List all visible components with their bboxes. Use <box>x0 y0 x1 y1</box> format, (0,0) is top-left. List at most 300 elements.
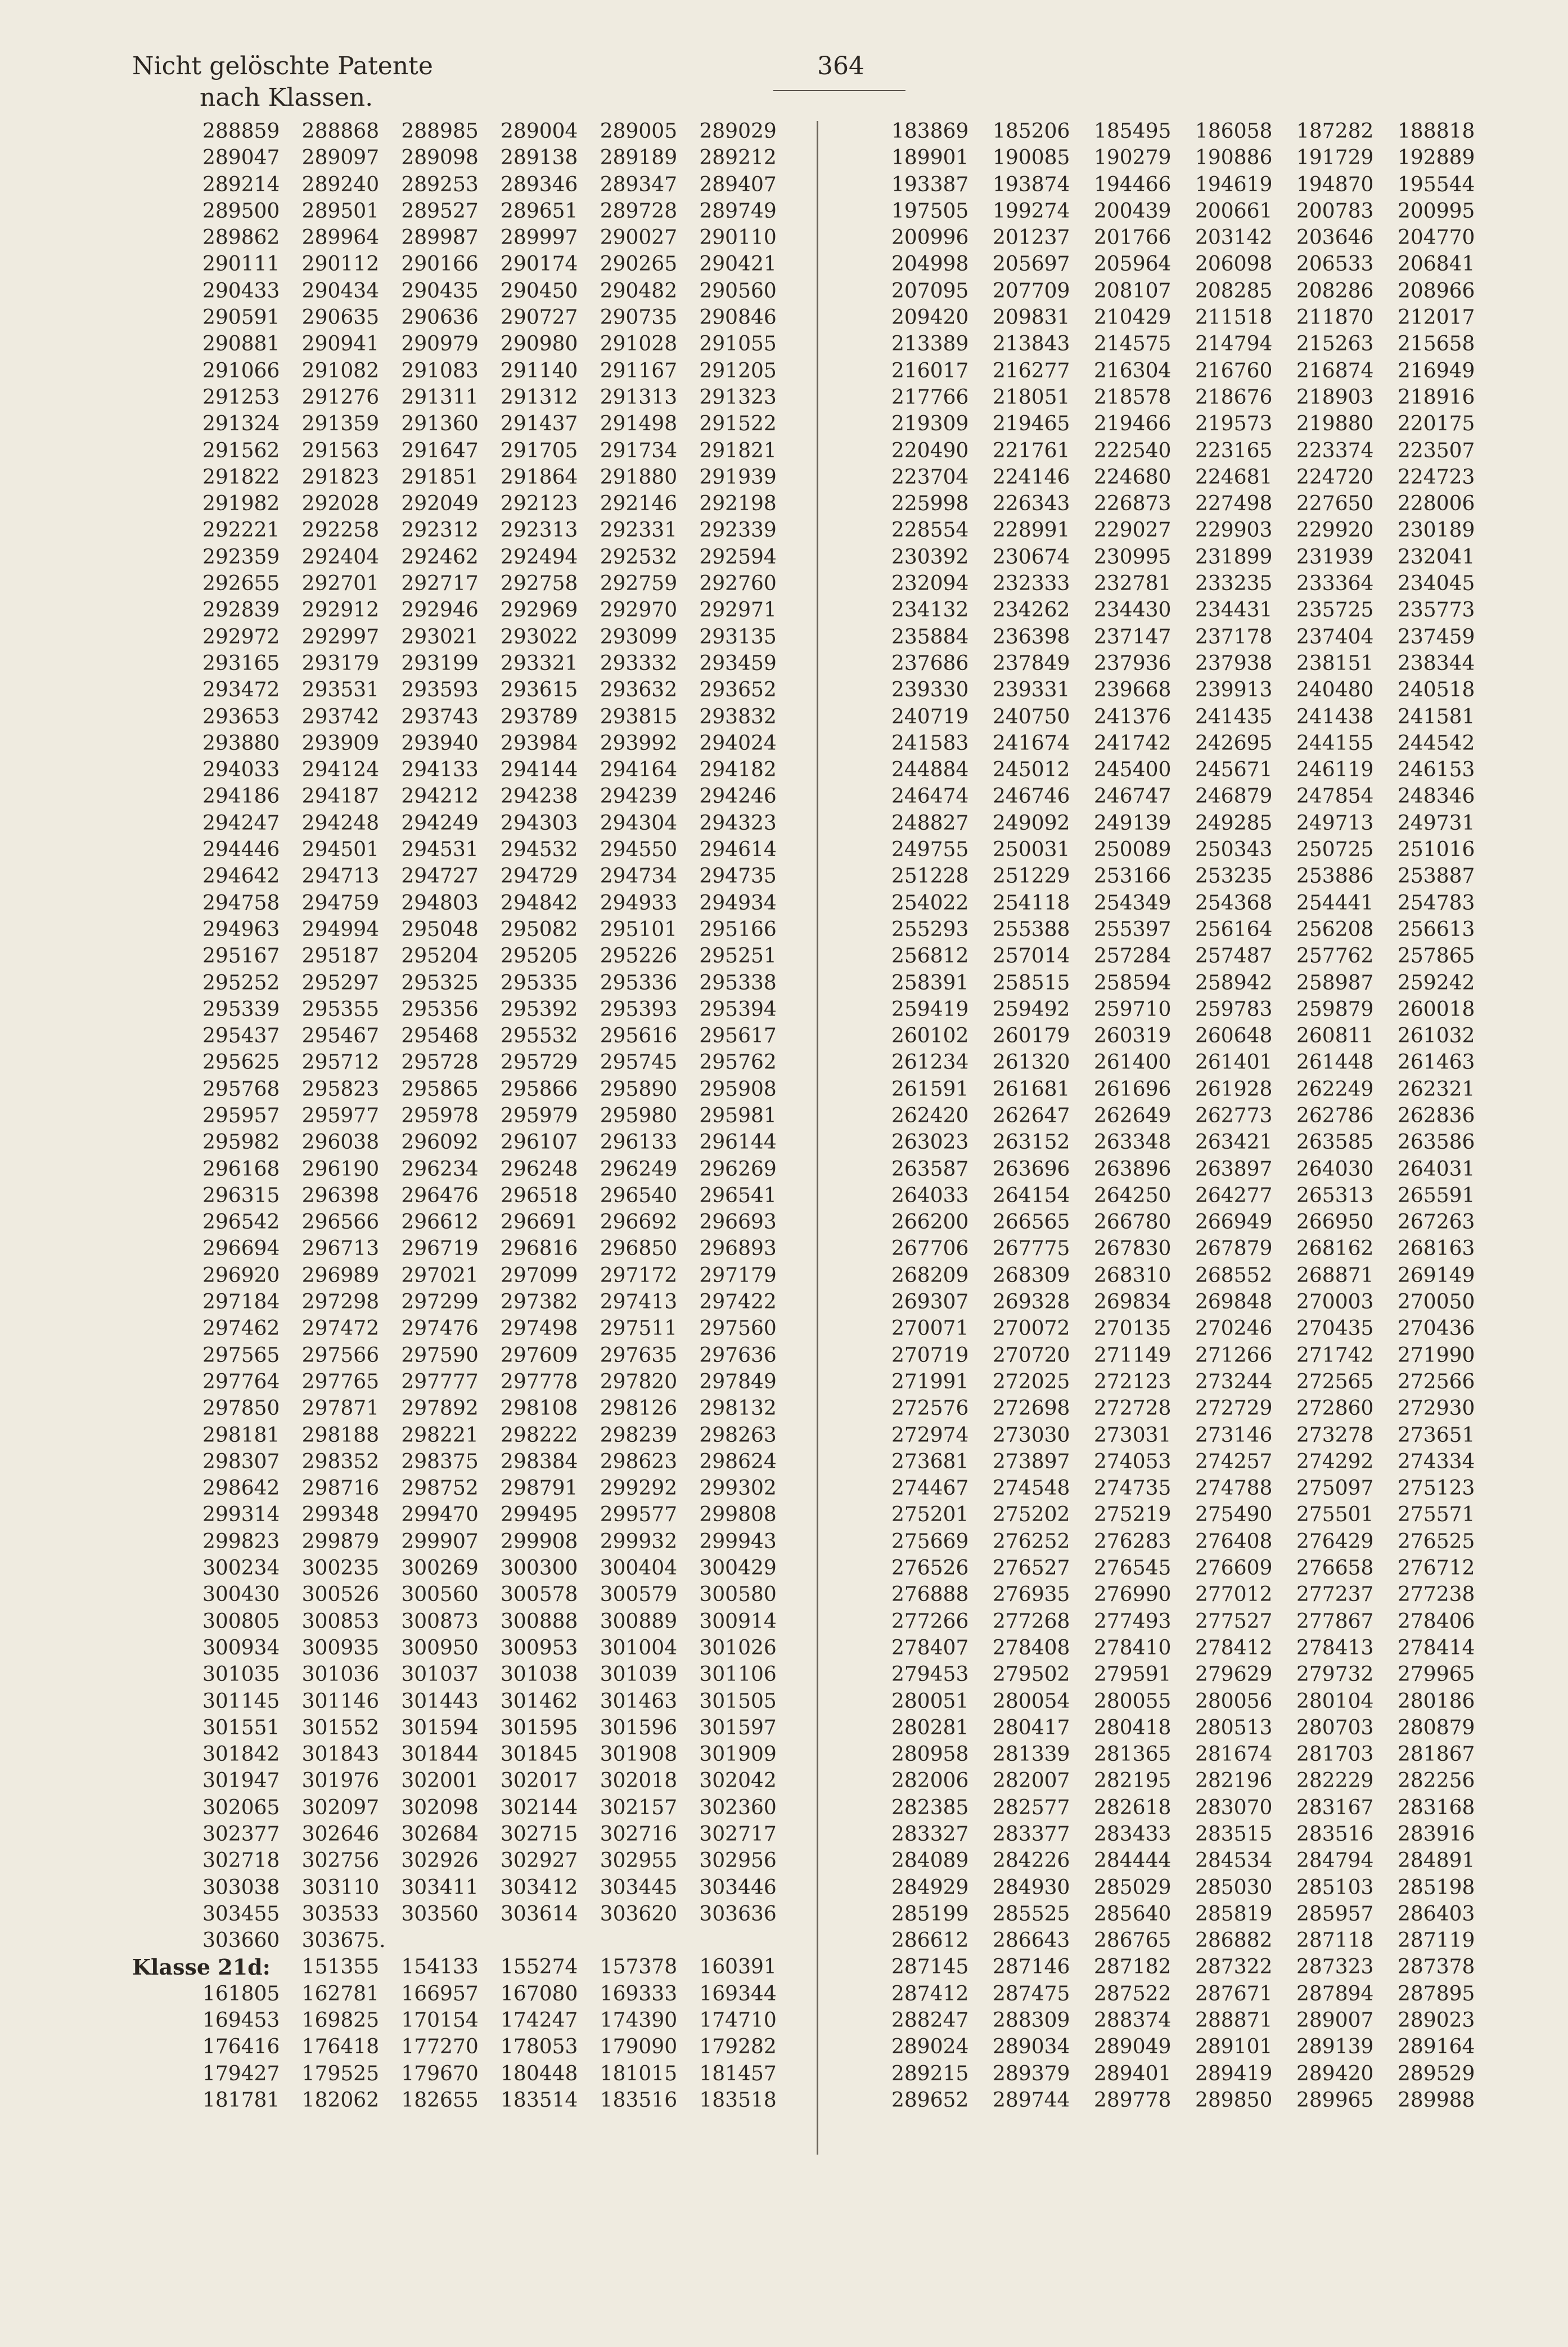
patent-number: 257284 <box>1094 945 1172 968</box>
patent-number: 271266 <box>1195 1343 1273 1367</box>
patent-number: 187282 <box>1296 120 1374 143</box>
patent-number: 295908 <box>699 1077 777 1101</box>
table-row <box>202 198 799 224</box>
header-title-line1: Nicht gelöschte Patente <box>132 52 433 80</box>
patent-number: 295204 <box>401 945 479 968</box>
patent-number: 291864 <box>501 465 578 489</box>
table-row <box>891 1342 1499 1369</box>
patent-number: 295729 <box>501 1051 578 1074</box>
header-title-line2: nach Klassen. <box>200 83 373 112</box>
patent-number: 293992 <box>600 731 678 755</box>
patent-number: 270003 <box>1296 1291 1374 1314</box>
patent-number: 295356 <box>401 997 479 1021</box>
patent-number: 249713 <box>1296 811 1374 835</box>
patent-number: 241435 <box>1195 705 1273 729</box>
patent-number: 278408 <box>993 1636 1070 1660</box>
patent-number: 301909 <box>699 1743 777 1766</box>
patent-number: 296719 <box>401 1237 479 1261</box>
patent-number: 221761 <box>993 439 1070 462</box>
patent-number: 265591 <box>1398 1184 1475 1207</box>
patent-number: 289728 <box>600 199 678 223</box>
patent-number: 301463 <box>600 1689 678 1713</box>
patent-number: 217766 <box>891 385 969 409</box>
patent-number: 288868 <box>301 120 380 143</box>
table-row <box>202 1076 799 1103</box>
patent-number: 294501 <box>301 838 380 862</box>
page-number: 364 <box>817 52 864 80</box>
patent-number: 290636 <box>401 306 479 330</box>
patent-number: 299292 <box>600 1477 678 1500</box>
table-row <box>202 278 799 304</box>
patent-number: 272728 <box>1094 1397 1172 1420</box>
table-row <box>891 1555 1499 1581</box>
patent-number: 282618 <box>1094 1796 1172 1819</box>
patent-number: 295617 <box>699 1024 777 1048</box>
patent-number: 298624 <box>699 1450 777 1473</box>
table-row <box>891 544 1499 570</box>
patent-number: 298642 <box>202 1477 280 1500</box>
patent-number: 292946 <box>401 599 479 622</box>
patent-number: 292494 <box>501 545 578 569</box>
patent-number: 293940 <box>401 731 479 755</box>
patent-number: 294164 <box>600 758 678 782</box>
patent-number: 208107 <box>1094 279 1172 303</box>
patent-number: 219466 <box>1094 412 1172 436</box>
patent-number: 279629 <box>1195 1663 1273 1687</box>
class-row <box>132 1954 799 1980</box>
patent-number: 292462 <box>401 545 479 569</box>
patent-number: 290591 <box>202 306 280 330</box>
patent-number: 295977 <box>301 1104 380 1127</box>
table-row <box>202 704 799 730</box>
patent-number: 191729 <box>1296 146 1374 170</box>
patent-number: 276408 <box>1195 1530 1273 1553</box>
patent-number: 253166 <box>1094 865 1172 888</box>
patent-number: 280051 <box>891 1689 969 1713</box>
patent-number: 272729 <box>1195 1397 1273 1420</box>
patent-number: 179525 <box>301 2062 380 2085</box>
patent-number: 295226 <box>600 945 678 968</box>
column-divider <box>817 121 818 2155</box>
patent-number: 194870 <box>1296 173 1374 196</box>
table-row <box>891 1103 1499 1129</box>
patent-number: 219465 <box>993 412 1070 436</box>
patent-number: 301842 <box>202 1743 280 1766</box>
patent-number: 258594 <box>1094 971 1172 995</box>
patent-number: 256812 <box>891 945 969 968</box>
patent-number: 276935 <box>993 1583 1070 1607</box>
patent-number: 296092 <box>401 1131 479 1154</box>
table-row <box>891 704 1499 730</box>
patent-number: 297765 <box>301 1370 380 1393</box>
patent-number: 224680 <box>1094 465 1172 489</box>
patent-number: 297777 <box>401 1370 479 1393</box>
patent-number: 232333 <box>993 572 1070 596</box>
patent-number: 266949 <box>1195 1211 1273 1234</box>
patent-number: 297172 <box>600 1264 678 1287</box>
patent-number: 302756 <box>301 1849 380 1873</box>
patent-number: 261928 <box>1195 1077 1273 1101</box>
patent-number: 290560 <box>699 279 777 303</box>
patent-number: 300560 <box>401 1583 479 1607</box>
table-row <box>202 1369 799 1395</box>
patent-number: 282196 <box>1195 1769 1273 1793</box>
patent-number: 241581 <box>1398 705 1475 729</box>
patent-number: 272566 <box>1398 1370 1475 1393</box>
right-column <box>891 118 1499 2114</box>
patent-number: 296816 <box>501 1237 578 1261</box>
patent-number: 289007 <box>1296 2009 1374 2033</box>
table-row <box>202 1821 799 1847</box>
patent-number: 297299 <box>401 1291 479 1314</box>
patent-number: 234431 <box>1195 599 1273 622</box>
patent-number: 245400 <box>1094 758 1172 782</box>
patent-number: 185206 <box>993 120 1070 143</box>
patent-number: 296107 <box>501 1131 578 1154</box>
patent-number: 294187 <box>301 785 380 808</box>
patent-number: 295251 <box>699 945 777 968</box>
patent-number: 295339 <box>202 997 280 1021</box>
table-row <box>891 145 1499 171</box>
patent-number: 230392 <box>891 545 969 569</box>
patent-number: 223507 <box>1398 439 1475 462</box>
table-row <box>891 1847 1499 1874</box>
patent-number: 283168 <box>1398 1796 1475 1819</box>
table-row <box>891 943 1499 969</box>
patent-number: 284226 <box>993 1849 1070 1873</box>
patent-number: 200661 <box>1195 199 1273 223</box>
patent-number: 267879 <box>1195 1237 1273 1261</box>
patent-number: 297382 <box>501 1291 578 1314</box>
patent-number: 266200 <box>891 1211 969 1234</box>
patent-number: 292971 <box>699 599 777 622</box>
patent-number: 270435 <box>1296 1317 1374 1341</box>
patent-number: 296693 <box>699 1211 777 1234</box>
patent-number: 176418 <box>301 2035 380 2059</box>
patent-number: 302360 <box>699 1796 777 1819</box>
patent-number: 278414 <box>1398 1636 1475 1660</box>
patent-number: 203142 <box>1195 226 1273 250</box>
patent-number: 294248 <box>301 811 380 835</box>
patent-number: 211518 <box>1195 306 1273 330</box>
patent-number: 293880 <box>202 731 280 755</box>
patent-number: 300578 <box>501 1583 578 1607</box>
patent-number: 294735 <box>699 865 777 888</box>
table-row <box>202 1129 799 1155</box>
patent-number: 302065 <box>202 1796 280 1819</box>
patent-number: 290166 <box>401 253 479 276</box>
patent-number: 264277 <box>1195 1184 1273 1207</box>
patent-number: 291276 <box>301 385 380 409</box>
patent-number: 295890 <box>600 1077 678 1101</box>
patent-number: 295325 <box>401 971 479 995</box>
patent-number: 295980 <box>600 1104 678 1127</box>
patent-number: 170154 <box>401 2009 479 2033</box>
patent-number: 263421 <box>1195 1131 1273 1154</box>
table-row <box>891 597 1499 623</box>
table-row <box>202 1183 799 1209</box>
patent-number: 295101 <box>600 918 678 941</box>
patent-number: 298307 <box>202 1450 280 1473</box>
patent-number: 190085 <box>993 146 1070 170</box>
left-column <box>132 118 799 2114</box>
patent-number: 245012 <box>993 758 1070 782</box>
table-row <box>891 1049 1499 1076</box>
patent-number: 169825 <box>301 2009 380 2033</box>
patent-number: 270436 <box>1398 1317 1475 1341</box>
patent-number: 289744 <box>993 2088 1070 2112</box>
patent-number: 287412 <box>891 1982 969 2006</box>
patent-number: 263023 <box>891 1131 969 1154</box>
patent-number: 289407 <box>699 173 777 196</box>
patent-number: 264030 <box>1296 1157 1374 1181</box>
patent-number: 297636 <box>699 1343 777 1367</box>
table-row <box>202 783 799 810</box>
table-row <box>202 1927 799 1954</box>
patent-number: 291563 <box>301 439 380 462</box>
table-row <box>891 810 1499 837</box>
patent-number: 303411 <box>401 1876 479 1899</box>
patent-number: 284089 <box>891 1849 969 1873</box>
patent-number: 192889 <box>1398 146 1475 170</box>
patent-number: 224681 <box>1195 465 1273 489</box>
patent-number: 218676 <box>1195 385 1273 409</box>
patent-number: 277238 <box>1398 1583 1475 1607</box>
patent-number: 294303 <box>501 811 578 835</box>
patent-number: 260018 <box>1398 997 1475 1021</box>
patent-number: 290482 <box>600 279 678 303</box>
patent-number: 256164 <box>1195 918 1273 941</box>
patent-number: 291083 <box>401 359 479 383</box>
patent-number: 293593 <box>401 678 479 702</box>
patent-number: 289049 <box>1094 2035 1172 2059</box>
patent-number: 270071 <box>891 1317 969 1341</box>
patent-number: 244155 <box>1296 731 1374 755</box>
patent-number: 286643 <box>993 1929 1070 1953</box>
table-row <box>202 1023 799 1049</box>
patent-number: 284891 <box>1398 1849 1475 1873</box>
patent-number: 301036 <box>301 1663 380 1687</box>
patent-number: 227650 <box>1296 492 1374 516</box>
patent-number: 295957 <box>202 1104 280 1127</box>
patent-number: 219573 <box>1195 412 1273 436</box>
patent-number: 295823 <box>301 1077 380 1101</box>
patent-number: 302956 <box>699 1849 777 1873</box>
patent-number: 234262 <box>993 599 1070 622</box>
table-row <box>202 1209 799 1235</box>
patent-number: 189901 <box>891 146 969 170</box>
table-row <box>202 1608 799 1635</box>
table-row <box>891 2034 1499 2060</box>
patent-number: 224720 <box>1296 465 1374 489</box>
patent-number: 294124 <box>301 758 380 782</box>
patent-number: 298181 <box>202 1423 280 1447</box>
table-row <box>891 1927 1499 1954</box>
patent-number: 176416 <box>202 2035 280 2059</box>
patent-number: 293652 <box>699 678 777 702</box>
patent-number: 211870 <box>1296 306 1374 330</box>
patent-number: 302927 <box>501 1849 578 1873</box>
patent-number: 295866 <box>501 1077 578 1101</box>
patent-number: 289652 <box>891 2088 969 2112</box>
patent-number: 292258 <box>301 519 380 542</box>
patent-number: 200996 <box>891 226 969 250</box>
patent-number: 273030 <box>993 1423 1070 1447</box>
patent-number: 295712 <box>301 1051 380 1074</box>
table-row <box>891 1635 1499 1661</box>
table-row <box>891 837 1499 863</box>
patent-number: 273244 <box>1195 1370 1273 1393</box>
patent-number: 256613 <box>1398 918 1475 941</box>
table-row <box>891 1715 1499 1741</box>
patent-number: 301038 <box>501 1663 578 1687</box>
patent-number: 193874 <box>993 173 1070 196</box>
table-row <box>202 1741 799 1768</box>
patent-number: 169344 <box>699 1982 777 2006</box>
patent-number: 299932 <box>600 1530 678 1553</box>
patent-number: 251228 <box>891 865 969 888</box>
patent-number: 272565 <box>1296 1370 1374 1393</box>
patent-number: 277012 <box>1195 1583 1273 1607</box>
patent-number: 303533 <box>301 1902 380 1926</box>
patent-number: 281867 <box>1398 1743 1475 1766</box>
patent-number: 262249 <box>1296 1077 1374 1101</box>
patent-number: 291705 <box>501 439 578 462</box>
patent-number: 279965 <box>1398 1663 1475 1687</box>
patent-number: 273031 <box>1094 1423 1172 1447</box>
patent-number: 292028 <box>301 492 380 516</box>
patent-number: 275669 <box>891 1530 969 1553</box>
patent-number: 274292 <box>1296 1450 1374 1473</box>
patent-number: 290434 <box>301 279 380 303</box>
patent-number: 291982 <box>202 492 280 516</box>
table-row <box>202 970 799 996</box>
patent-number: 295982 <box>202 1131 280 1154</box>
patent-number: 295437 <box>202 1024 280 1048</box>
patent-number: 212017 <box>1398 306 1475 330</box>
patent-number: 298263 <box>699 1423 777 1447</box>
table-row <box>891 677 1499 703</box>
table-row <box>202 1342 799 1369</box>
patent-number: 183514 <box>501 2088 578 2112</box>
patent-number: 289850 <box>1195 2088 1273 2112</box>
patent-number: 200995 <box>1398 199 1475 223</box>
patent-number: 279732 <box>1296 1663 1374 1687</box>
patent-number: 295625 <box>202 1051 280 1074</box>
patent-number: 257014 <box>993 945 1070 968</box>
table-row <box>891 384 1499 411</box>
patent-number: 295468 <box>401 1024 479 1048</box>
patent-number: 263587 <box>891 1157 969 1181</box>
patent-number: 296190 <box>301 1157 380 1181</box>
patent-number: 266950 <box>1296 1211 1374 1234</box>
patent-number: 292997 <box>301 625 380 649</box>
patent-number: 289987 <box>401 226 479 250</box>
patent-number: 224723 <box>1398 465 1475 489</box>
patent-number: 291821 <box>699 439 777 462</box>
table-row <box>202 331 799 357</box>
patent-number: 294186 <box>202 785 280 808</box>
patent-number: 296269 <box>699 1157 777 1181</box>
patent-number: 300579 <box>600 1583 678 1607</box>
patent-number: 263897 <box>1195 1157 1273 1181</box>
table-row <box>891 1183 1499 1209</box>
table-row <box>202 597 799 623</box>
patent-number: 294024 <box>699 731 777 755</box>
patent-number: 294550 <box>600 838 678 862</box>
patent-number: 301462 <box>501 1689 578 1713</box>
patent-number: 179427 <box>202 2062 280 2085</box>
patent-number: 298623 <box>600 1450 678 1473</box>
table-row <box>891 278 1499 304</box>
patent-number: 297565 <box>202 1343 280 1367</box>
patent-number: 289164 <box>1398 2035 1475 2059</box>
patent-number: 261681 <box>993 1077 1070 1101</box>
patent-number: 174390 <box>600 2009 678 2033</box>
patent-number: 194619 <box>1195 173 1273 196</box>
patent-number: 254368 <box>1195 891 1273 915</box>
patent-number: 279453 <box>891 1663 969 1687</box>
patent-number: 303560 <box>401 1902 479 1926</box>
patent-number: 292532 <box>600 545 678 569</box>
patent-number: 295048 <box>401 918 479 941</box>
patent-number: 218578 <box>1094 385 1172 409</box>
patent-number: 294994 <box>301 918 380 941</box>
patent-number: 230995 <box>1094 545 1172 569</box>
patent-number: 287323 <box>1296 1955 1374 1979</box>
patent-number: 223374 <box>1296 439 1374 462</box>
patent-number: 240518 <box>1398 678 1475 702</box>
patent-number: 295335 <box>501 971 578 995</box>
patent-number: 286882 <box>1195 1929 1273 1953</box>
patent-number: 301843 <box>301 1743 380 1766</box>
patent-number: 289047 <box>202 146 280 170</box>
table-row <box>891 1795 1499 1821</box>
patent-number: 236398 <box>993 625 1070 649</box>
patent-number: 261591 <box>891 1077 969 1101</box>
patent-number: 296234 <box>401 1157 479 1181</box>
patent-number: 293099 <box>600 625 678 649</box>
table-row <box>202 1501 799 1528</box>
patent-number: 294734 <box>600 865 678 888</box>
patent-number: 288871 <box>1195 2009 1273 2033</box>
table-row <box>891 783 1499 810</box>
patent-number: 291822 <box>202 465 280 489</box>
patent-number: 282007 <box>993 1769 1070 1793</box>
patent-number: 302098 <box>401 1796 479 1819</box>
table-row <box>202 810 799 837</box>
patent-number: 294933 <box>600 891 678 915</box>
patent-number: 295768 <box>202 1077 280 1101</box>
patent-number: 281365 <box>1094 1743 1172 1766</box>
patent-number: 300269 <box>401 1557 479 1580</box>
patent-number: 294446 <box>202 838 280 862</box>
patent-number: 269834 <box>1094 1291 1172 1314</box>
patent-number: 290727 <box>501 306 578 330</box>
patent-number: 291851 <box>401 465 479 489</box>
patent-number: 302001 <box>401 1769 479 1793</box>
patent-number: 290941 <box>301 332 380 356</box>
patent-number: 206533 <box>1296 253 1374 276</box>
patent-number: 300934 <box>202 1636 280 1660</box>
patent-number: 291055 <box>699 332 777 356</box>
patent-number: 157378 <box>600 1955 678 1979</box>
patent-number: 237938 <box>1195 651 1273 675</box>
patent-number: 293789 <box>501 705 578 729</box>
patent-number: 289101 <box>1195 2035 1273 2059</box>
patent-number: 216760 <box>1195 359 1273 383</box>
patent-number: 303675. <box>301 1929 386 1953</box>
